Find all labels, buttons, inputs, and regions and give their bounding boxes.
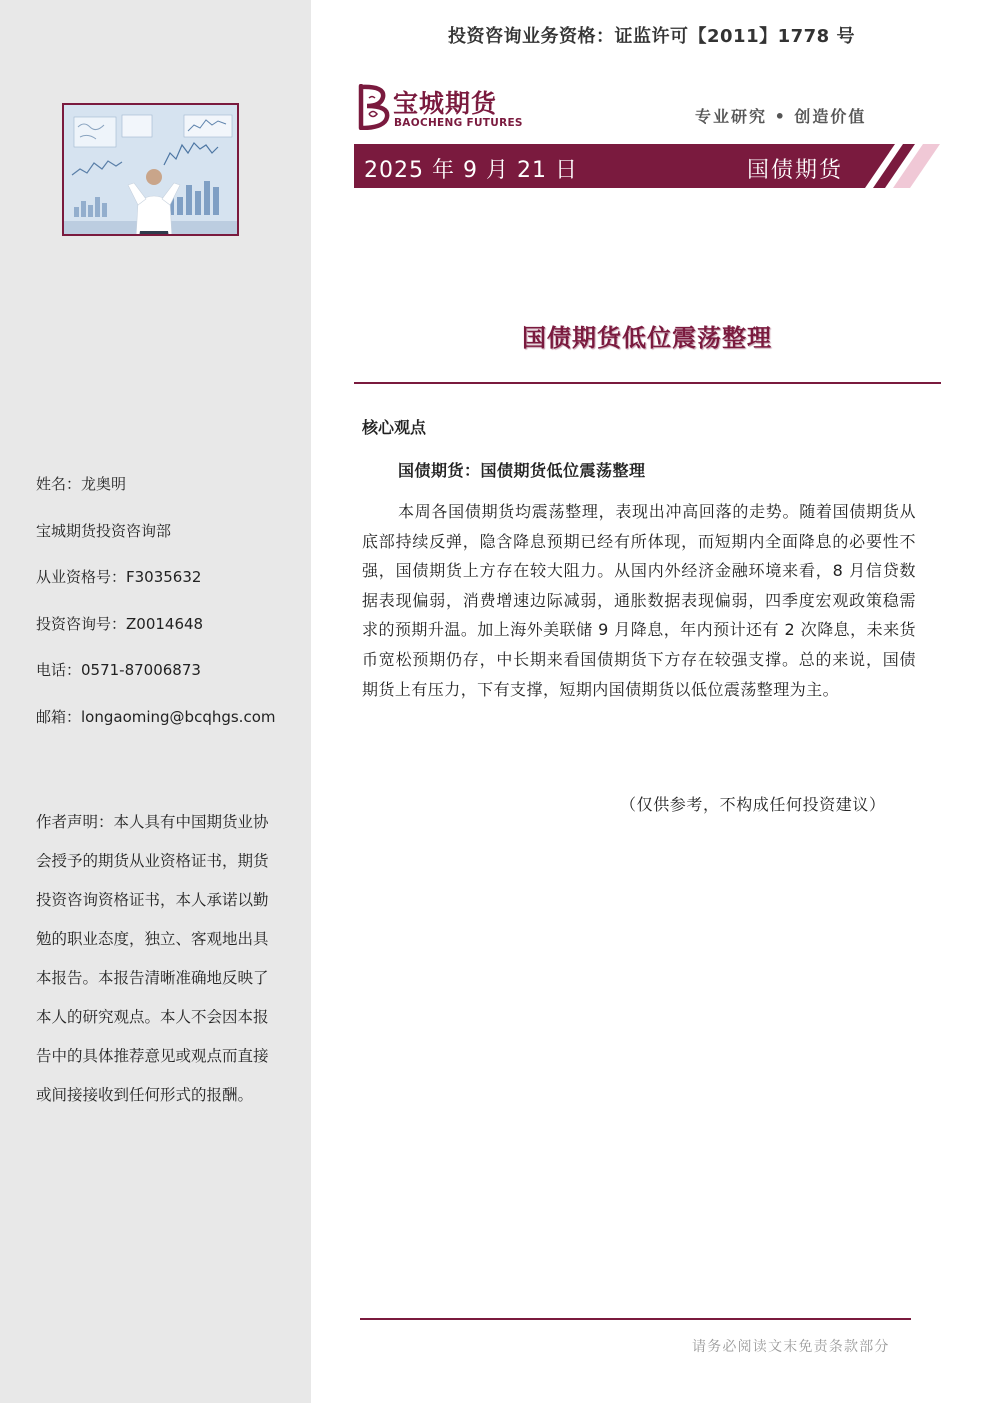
author-info [36, 474, 276, 753]
sidebar [0, 0, 311, 1403]
report-date: 2025 年 9 月 21 日 [364, 158, 578, 183]
reference-note: （仅供参考，不构成任何投资建议） [620, 795, 886, 814]
report-category: 国债期货 [747, 158, 844, 183]
author-email: 邮箱：longaoming@bcqhgs.com [36, 707, 276, 726]
author-qualification-number: 从业资格号：F3035632 [36, 568, 202, 586]
author-disclaimer: 作者声明：本人具有中国期货业协会授予的期货从业资格证书，期货投资咨询资格证书，本人承诺以勤勉的职业态度，独立、客观地出具本报告。本报告清晰准确地反映了本人的研究观点。本人不会因本报告中的具体推荐意见或观点而直接或间接接收到任何形式的报酬。 [36, 813, 269, 1104]
company-logo [357, 84, 527, 132]
title-divider [354, 382, 941, 384]
footer-divider [360, 1318, 911, 1320]
cover-photo [62, 103, 239, 236]
company-slogan: 专业研究 • 创造价值 [695, 107, 867, 126]
logo-chinese-name: 宝城期货 [393, 89, 498, 118]
author-consulting-number: 投资咨询号：Z0014648 [36, 614, 204, 633]
report-title: 国债期货低位震荡整理 [522, 324, 772, 352]
section-heading: 核心观点 [362, 418, 427, 437]
author-department: 宝城期货投资咨询部 [36, 521, 172, 540]
logo-english-name: BAOCHENG FUTURES [394, 117, 523, 129]
baocheng-b-logo-icon [357, 84, 391, 130]
author-name: 姓名：龙奥明 [36, 475, 127, 493]
author-phone: 电话：0571-87006873 [36, 661, 201, 679]
footer-notice: 请务必阅读文末免责条款部分 [692, 1339, 890, 1355]
analyst-chart-image [64, 105, 239, 236]
body-paragraph: 本周各国债期货均震荡整理，表现出冲高回落的走势。随着国债期货从底部持续反弹，隐含降息预期已经有所体现，而短期内全面降息的必要性不强，国债期货上方存在较大阻力。从国内外经济金融环境来看，8 月信贷数据表现偏弱，消费增速边际减弱，通胀数据表现偏弱，四季度宏观政策稳需求的预期升温。加上海外美联储 9 月降息，年内预计还有 2 次降息，未来货币宽松预期仍存，中长期来看国债期货下方存在较强支撑。总的来说，国债期货上有压力，下有支撑，短期内国债期货以低位震荡整理为主。 [362, 502, 916, 699]
sub-heading: 国债期货：国债期货低位震荡整理 [398, 461, 646, 480]
license-statement: 投资咨询业务资格：证监许可【2011】1778 号 [448, 26, 855, 47]
